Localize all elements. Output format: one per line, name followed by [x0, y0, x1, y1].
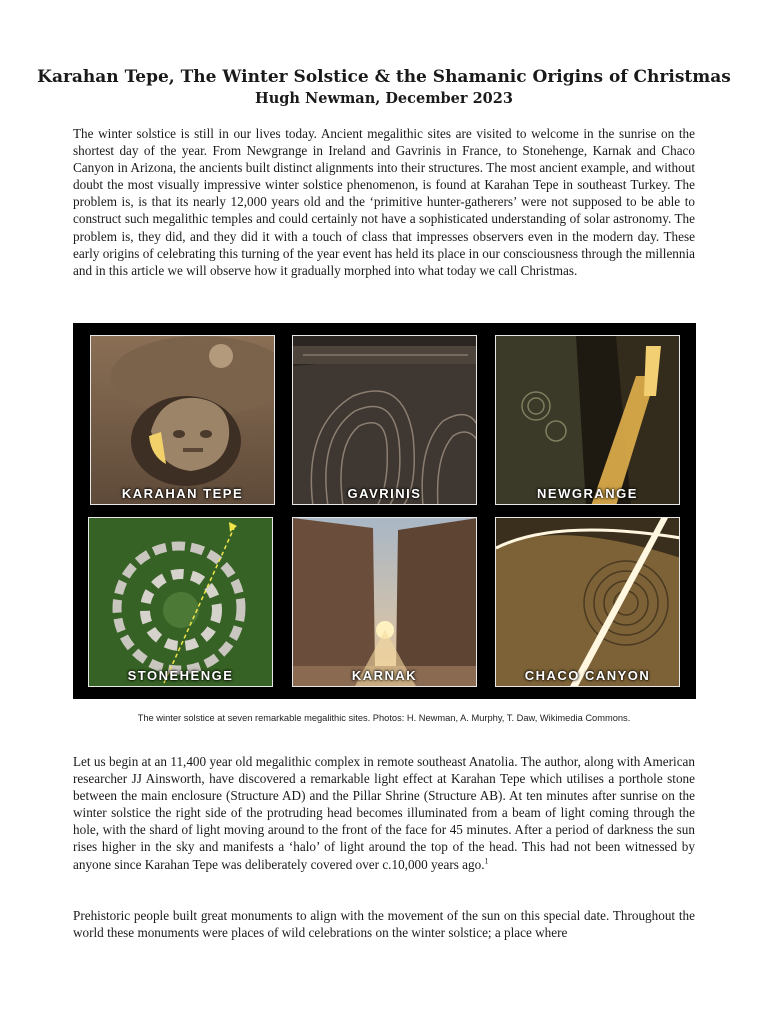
photo-karahan-tepe: [90, 335, 275, 505]
photo-karnak: [292, 517, 477, 687]
photo-gavrinis: [292, 335, 477, 505]
stonehenge-image: [89, 518, 273, 687]
paragraph-prehistoric: Prehistoric people built great monuments to align with the movement of the sun on this special date. Throughout the world these monuments were places of wild celebrations on the winter solstice; a place where: [73, 908, 695, 941]
solstice-photo-grid: [73, 323, 696, 699]
karnak-image: [293, 518, 477, 687]
article-title: Karahan Tepe, The Winter Solstice & the Shamanic Origins of Christmas: [37, 67, 731, 87]
figure-caption: The winter solstice at seven remarkable megalithic sites. Photos: H. Newman, A. Murphy, T. Daw, Wikimedia Commons.: [137, 713, 631, 723]
photo-stonehenge: [88, 517, 273, 687]
photo-newgrange: [495, 335, 680, 505]
label-karahan-tepe: KARAHAN TEPE: [121, 486, 244, 501]
paragraph-karahan-tepe-text: Let us begin at an 11,400 year old megalithic complex in remote southeast Anatolia. The author, along with American researcher JJ Ainsworth, have discovered a remarkable light effect at Karahan Tepe which utilises a porthole stone between the main enclosure (Structure AD) and the Pillar Shrine (Structure AB). At ten minutes after sunrise on the winter solstice the right side of the protruding head becomes illuminated from a beam of light coming through the hole, with the shard of light moving around to the front of the face for 45 minutes. After a period of darkness the sun rises higher in the sky and manifests a ‘halo’ of light around the top of the head. This had not been witnessed by anyone since Karahan Tepe was deliberately covered over c.10,000 years ago.: [73, 754, 695, 872]
label-newgrange: NEWGRANGE: [537, 486, 638, 501]
label-stonehenge: STONEHENGE: [127, 668, 234, 683]
label-gavrinis: GAVRINIS: [347, 486, 422, 501]
label-karnak: KARNAK: [351, 668, 418, 683]
chaco-canyon-image: [496, 518, 680, 687]
gavrinis-image: [293, 336, 477, 505]
newgrange-image: [496, 336, 680, 505]
paragraph-karahan-tepe: [73, 753, 695, 873]
paragraph-intro: The winter solstice is still in our lives today. Ancient megalithic sites are visited to welcome in the sunrise on the shortest day of the year. From Newgrange in Ireland and Gavrinis in France, to Stonehenge, Karnak and Chaco Canyon in Arizona, the ancients built distinct alignments into their structures. The most ancient example, and without doubt the most visually impressive winter solstice phenomenon, is found at Karahan Tepe in southeast Turkey. The problem is, is that its nearly 12,000 years old and the ‘primitive hunter-gatherers’ were not supposed to be able to construct such megalithic temples and could certainly not have a sophisticated understanding of solar astronomy. The problem is, they did, and they did it with a touch of class that impresses observers even in the modern day. These early origins of celebrating this turning of the year event has held its place in our consciousness through the millennia and in this article we will observe how it gradually morphed into what today we call Christmas.: [73, 126, 695, 278]
label-chaco-canyon: CHACO CANYON: [524, 668, 651, 683]
footnote-marker[interactable]: 1: [484, 856, 489, 866]
article-byline: Hugh Newman, December 2023: [255, 90, 513, 107]
photo-chaco-canyon: [495, 517, 680, 687]
karahan-tepe-image: [91, 336, 275, 505]
